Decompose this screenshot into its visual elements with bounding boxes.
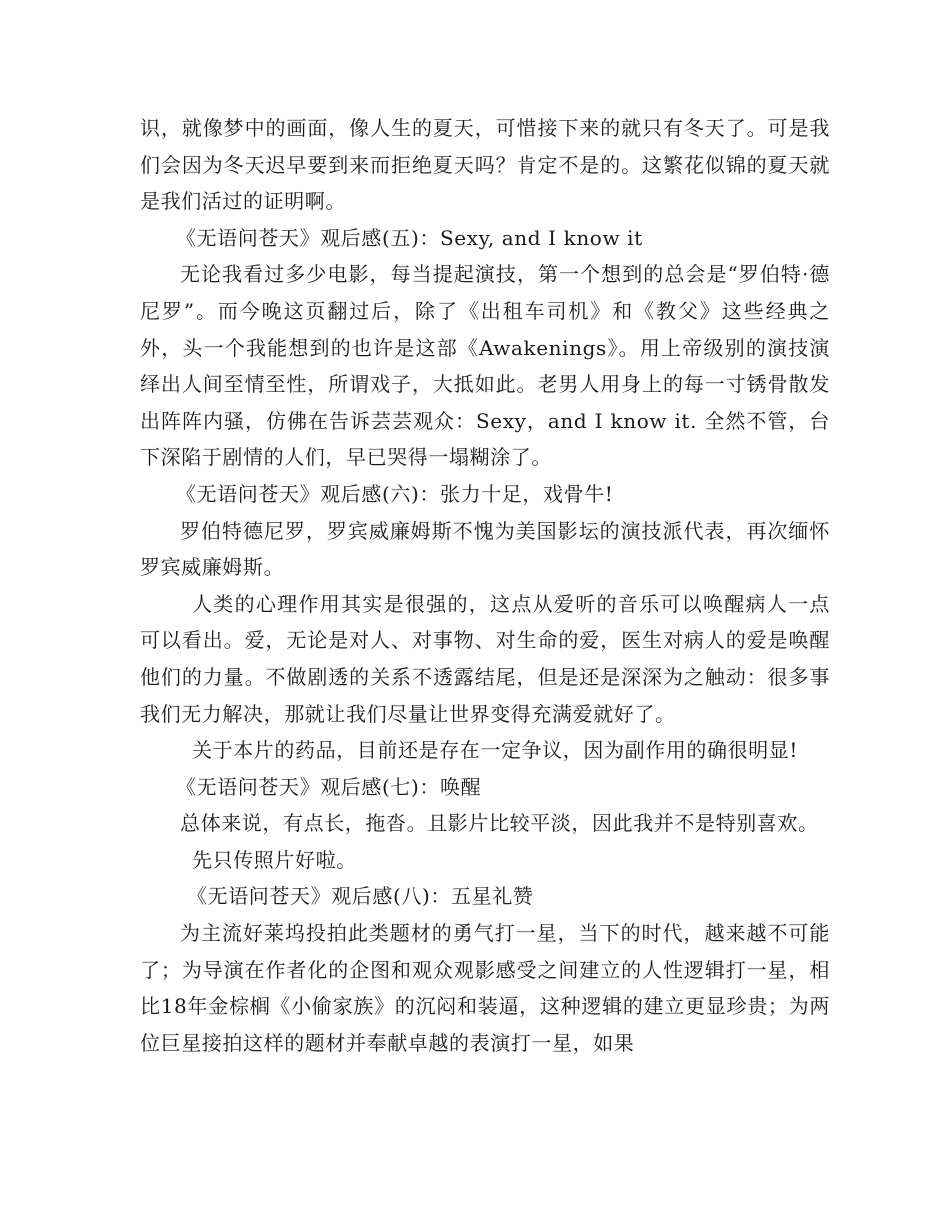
paragraph-continued: 识，就像梦中的画面，像人生的夏天，可惜接下来的就只有冬天了。可是我们会因为冬天迟早要到来而拒绝夏天吗？肯定不是的。这繁花似锦的夏天就是我们活过的证明啊。 bbox=[140, 116, 830, 214]
section-title-8: 《无语问苍天》观后感(八)：五星礼赞 bbox=[187, 884, 534, 909]
section-title-5: 《无语问苍天》观后感(五)：Sexy, and I know it bbox=[176, 225, 643, 250]
paragraph: 先只传照片好啦。 bbox=[192, 847, 357, 872]
paragraph: 总体来说，有点长，拖沓。且影片比较平淡，因此我并不是特别喜欢。 bbox=[180, 811, 819, 836]
paragraph: 罗伯特德尼罗，罗宾威廉姆斯不愧为美国影坛的演技派代表，再次缅怀罗宾威廉姆斯。 bbox=[140, 518, 830, 580]
paragraph: 人类的心理作用其实是很强的，这点从爱听的音乐可以唤醒病人一点可以看出。爱，无论是对人、对事物、对生命的爱，医生对病人的爱是唤醒他们的力量。不做剧透的关系不透露结尾，但是还是深深为之触动：很多事我们无力解决，那就让我们尽量让世界变得充满爱就好了。 bbox=[140, 591, 830, 726]
article-body bbox=[140, 110, 830, 1061]
section-title-7: 《无语问苍天》观后感(七)：唤醒 bbox=[176, 774, 482, 799]
paragraph: 为主流好莱坞投拍此类题材的勇气打一星，当下的时代，越来越不可能了；为导演在作者化的企图和观众观影感受之间建立的人性逻辑打一星，相比18年金棕榈《小偷家族》的沉闷和装逼，这种逻辑的建立更显珍贵；为两位巨星接拍这样的题材并奉献卓越的表演打一星，如果 bbox=[140, 921, 830, 1055]
paragraph: 关于本片的药品，目前还是存在一定争议，因为副作用的确很明显! bbox=[192, 738, 799, 763]
section-title-6: 《无语问苍天》观后感(六)：张力十足，戏骨牛! bbox=[176, 481, 614, 506]
paragraph: 无论我看过多少电影，每当提起演技，第一个想到的总会是“罗伯特·德尼罗”。而今晚这页翻过后，除了《出租车司机》和《教父》这些经典之外，头一个我能想到的也许是这部《Awakenings》。用上帝级别的演技演绎出人间至情至性，所谓戏子，大抵如此。老男人用身上的每一寸锈骨散发出阵阵内骚，仿佛在告诉芸芸观众：Sexy，and I know it. 全然不管，台下深陷于剧情的人们，早已哭得一塌糊涂了。 bbox=[140, 262, 830, 470]
